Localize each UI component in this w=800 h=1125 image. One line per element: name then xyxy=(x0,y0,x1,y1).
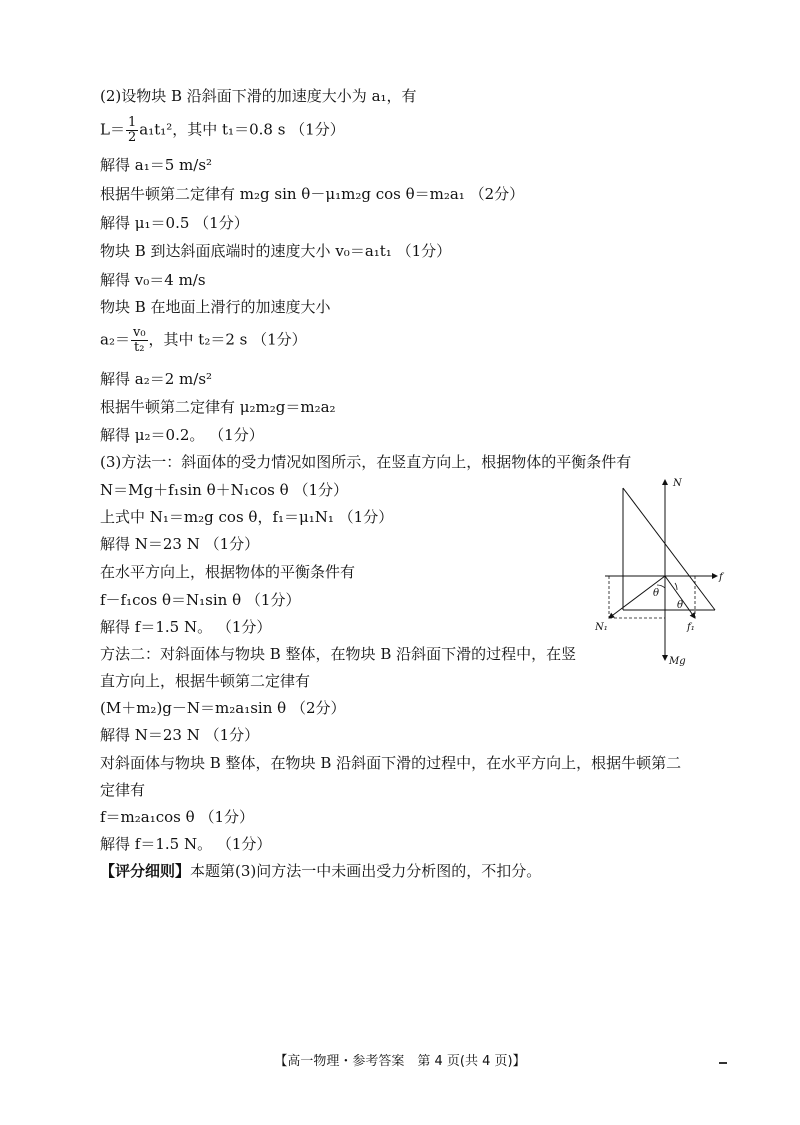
fraction-numerator: v₀ xyxy=(132,325,146,340)
text-line-22: (M＋m₂)g－N＝m₂a₁sin θ （2分） xyxy=(100,699,346,717)
label-theta-1: θ xyxy=(653,588,660,599)
scoring-note xyxy=(100,861,541,881)
formula-L-right: a₁t₁²，其中 t₁＝0.8 s （1分） xyxy=(139,120,345,139)
incline-slope xyxy=(623,488,715,610)
text-line-18: f－f₁cos θ＝N₁sin θ （1分） xyxy=(100,591,301,609)
text-line-11: 根据牛顿第二定律有 μ₂m₂g＝m₂a₂ xyxy=(100,398,336,416)
text-line-7: 解得 v₀＝4 m/s xyxy=(100,271,206,289)
text-line-14: N＝Mg＋f₁sin θ＋N₁cos θ （1分） xyxy=(100,481,348,499)
formula-a2-left: a₂＝ xyxy=(100,330,130,349)
fraction-denominator: t₂ xyxy=(134,340,145,355)
label-N: N xyxy=(673,478,682,489)
label-f: f xyxy=(719,572,723,583)
page-footer: 【高一物理・参考答案 第 4 页(共 4 页)】 xyxy=(274,1054,526,1069)
formula-L-left: L＝ xyxy=(100,120,125,139)
text-line-20: 方法二：对斜面体与物块 B 整体，在物块 B 沿斜面下滑的过程中，在竖 xyxy=(100,645,577,663)
theta-arc-2 xyxy=(675,583,677,590)
label-N1: N₁ xyxy=(595,622,608,633)
fraction-numerator: 1 xyxy=(127,115,137,130)
fraction-denominator: 2 xyxy=(127,130,137,145)
text-line-15: 上式中 N₁＝m₂g cos θ，f₁＝μ₁N₁ （1分） xyxy=(100,508,394,526)
text-line-21: 直方向上，根据牛顿第二定律有 xyxy=(100,672,311,690)
formula-a2-right: ，其中 t₂＝2 s （1分） xyxy=(148,330,307,349)
text-line-2 xyxy=(100,116,345,145)
text-line-27: 解得 f＝1.5 N。 （1分） xyxy=(100,835,272,853)
text-line-9 xyxy=(100,326,307,355)
text-line-8: 物块 B 在地面上滑行的加速度大小 xyxy=(100,298,331,316)
text-line-17: 在水平方向上，根据物体的平衡条件有 xyxy=(100,563,356,581)
scoring-note-heading: 【评分细则】 xyxy=(100,862,191,880)
text-line-26: f＝m₂a₁cos θ （1分） xyxy=(100,808,254,826)
text-line-5: 解得 μ₁＝0.5 （1分） xyxy=(100,214,249,232)
fraction-v0-t2 xyxy=(131,326,148,355)
label-f1: f₁ xyxy=(687,622,695,633)
text-line-4: 根据牛顿第二定律有 m₂g sin θ－μ₁m₂g cos θ＝m₂a₁ （2分） xyxy=(100,185,525,203)
text-line-13: (3)方法一：斜面体的受力情况如图所示，在竖直方向上，根据物体的平衡条件有 xyxy=(100,453,632,471)
label-Mg: Mg xyxy=(669,656,686,667)
fraction-one-half xyxy=(126,116,138,145)
text-line-3: 解得 a₁＝5 m/s² xyxy=(100,156,213,174)
text-line-24: 对斜面体与物块 B 整体，在物块 B 沿斜面下滑的过程中，在水平方向上，根据牛顿第二 xyxy=(100,754,682,772)
text-line-12: 解得 μ₂＝0.2。 （1分） xyxy=(100,426,264,444)
text-line-23: 解得 N＝23 N （1分） xyxy=(100,726,260,744)
f1-arrow xyxy=(665,576,695,618)
force-diagram xyxy=(595,470,730,670)
text-line-1: (2)设物块 B 沿斜面下滑的加速度大小为 a₁，有 xyxy=(100,87,417,105)
text-line-16: 解得 N＝23 N （1分） xyxy=(100,535,260,553)
label-theta-2: θ xyxy=(677,600,684,611)
corner-mark xyxy=(719,1062,727,1064)
text-line-10: 解得 a₂＝2 m/s² xyxy=(100,370,213,388)
text-line-19: 解得 f＝1.5 N。 （1分） xyxy=(100,618,272,636)
text-line-25: 定律有 xyxy=(100,781,146,799)
scoring-note-text: 本题第(3)问方法一中未画出受力分析图的，不扣分。 xyxy=(190,862,542,880)
text-line-6: 物块 B 到达斜面底端时的速度大小 v₀＝a₁t₁ （1分） xyxy=(100,242,452,260)
